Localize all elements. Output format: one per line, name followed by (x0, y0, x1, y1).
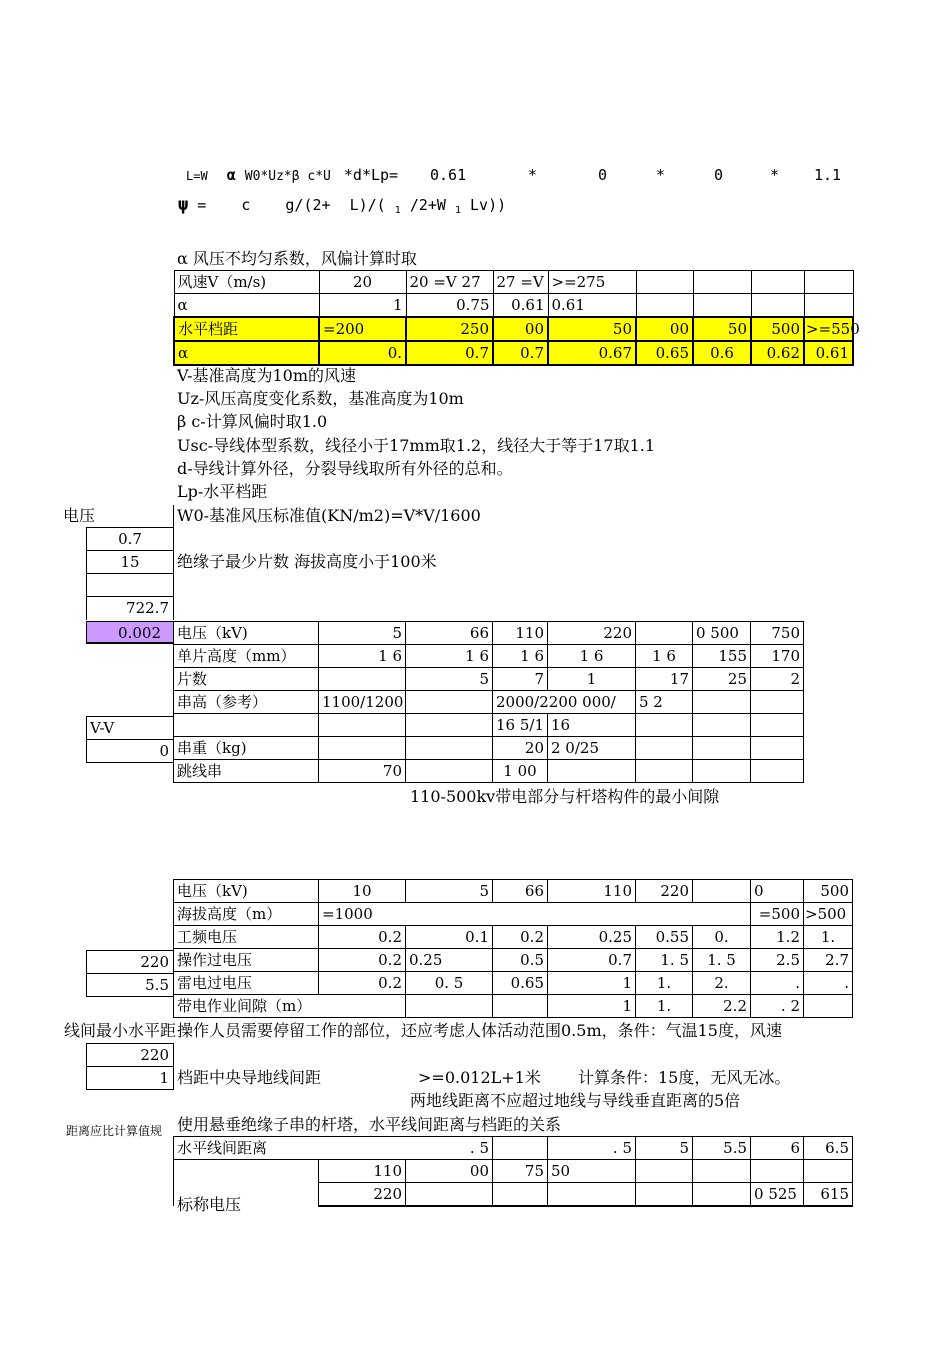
cell: 海拔高度（m） (174, 903, 319, 926)
cell: 220 (548, 622, 636, 645)
note-lp: Lp-水平档距 (177, 482, 268, 501)
cell: 操作过电压 (174, 949, 319, 972)
cell: 1 00 (493, 760, 548, 783)
cell: 1 (548, 668, 636, 691)
cell: 500 (751, 317, 804, 341)
cell: 0.61 (548, 294, 636, 318)
cell: 电压（kV) (174, 622, 319, 645)
cell: 20 =V 27 (406, 271, 493, 294)
cell (636, 294, 693, 318)
cell (636, 1183, 693, 1207)
alpha-row-alpha2 (174, 341, 853, 365)
voltage-label: 电压 (63, 506, 96, 525)
cell: 170 (751, 645, 804, 668)
cell (636, 622, 693, 645)
cell: 0.6 (693, 341, 751, 365)
cell (636, 737, 693, 760)
cell (493, 995, 548, 1018)
left-value-v2: 15 (120, 553, 140, 571)
cell (636, 903, 693, 926)
cell (548, 903, 636, 926)
cell: 16 (548, 714, 636, 737)
cell: 2000/2200 000/ (493, 691, 636, 714)
alpha-row-windspeed (174, 271, 853, 294)
left-value-v5: 0.002 (118, 624, 161, 642)
cell: 风速V（m/s) (174, 271, 319, 294)
cell: 1. (636, 972, 693, 995)
cell: 5 2 (636, 691, 693, 714)
formula-lv: Lv)) (470, 196, 507, 214)
cell (406, 691, 493, 714)
formula-eq: = (197, 196, 207, 214)
cell: 0.67 (548, 341, 636, 365)
cell (319, 737, 406, 760)
cell: 0.2 (319, 972, 406, 995)
cell (751, 737, 804, 760)
clearance-table (173, 879, 853, 1018)
formula-value-1: 0.61 (430, 166, 467, 184)
ins-row-voltage (174, 622, 804, 645)
cell: 2.5 (751, 949, 804, 972)
formula-value-4: 1.1 (814, 166, 842, 184)
cell: 6.5 (804, 1137, 853, 1160)
cell: . 5 (406, 1137, 493, 1160)
ground-line-cond: 计算条件：15度，无风无冰。 (578, 1068, 791, 1087)
cell: α (174, 341, 319, 365)
span-row-110 (174, 1160, 853, 1183)
cell (804, 1160, 853, 1183)
cell: 0.7 (548, 949, 636, 972)
cell: 5 (636, 1137, 693, 1160)
left-cell-v5[interactable] (86, 621, 174, 644)
cell: 220 (319, 1183, 406, 1207)
cell (693, 760, 751, 783)
cell: 片数 (174, 668, 319, 691)
note-beta: β c-计算风偏时取1.0 (177, 412, 328, 431)
cell: 0.5 (493, 949, 548, 972)
cell: 1 6 (406, 645, 493, 668)
cell: 水平档距 (174, 317, 319, 341)
cell: 1 (548, 972, 636, 995)
cell: . (751, 972, 804, 995)
cell: 1 6 (548, 645, 636, 668)
cell: 27 =V (493, 271, 548, 294)
cell (319, 714, 406, 737)
cell: . 5 (548, 1137, 636, 1160)
cell: 0.25 (548, 926, 636, 949)
left-cell-vv (86, 716, 174, 740)
cell: =500 (751, 903, 804, 926)
cell: 110 (493, 622, 548, 645)
cell (751, 294, 804, 318)
cell: 跳线串 (174, 760, 319, 783)
cell: 25 (693, 668, 751, 691)
note-usc: Usc-导线体型系数，线径小于17mm取1.2，线径大于等于17取1.1 (177, 436, 656, 455)
span-table (173, 1136, 853, 1207)
cell: >=275 (548, 271, 636, 294)
cell: 0. (319, 341, 406, 365)
cell: 0.75 (406, 294, 493, 318)
left-value-gl-220: 220 (140, 1046, 169, 1064)
left-cell-v1 (86, 528, 174, 551)
left-cell-v2 (86, 551, 174, 574)
cell (693, 271, 751, 294)
cell: 2 0/25 (548, 737, 636, 760)
cell: 1. (636, 995, 693, 1018)
cell (693, 903, 751, 926)
cell (493, 1183, 548, 1207)
cell (693, 294, 751, 318)
clearance-title: 110-500kv带电部分与杆塔构件的最小间隙 (410, 787, 720, 806)
formula-g: g/(2+ (285, 196, 331, 214)
cell (804, 294, 853, 318)
cell: 2.7 (804, 949, 853, 972)
formula-value-3: 0 (714, 166, 724, 184)
cell (406, 1183, 493, 1207)
clr-row-livework (174, 995, 853, 1018)
left-cell-220 (86, 950, 174, 974)
formula-d: *d*Lp= (343, 166, 399, 184)
cell: 0.2 (319, 949, 406, 972)
ins-row-vv (174, 714, 804, 737)
cell: 0.62 (751, 341, 804, 365)
left-value-v4: 722.7 (126, 599, 169, 617)
cell (406, 760, 493, 783)
cell: 串高（参考） (174, 691, 319, 714)
cell (693, 880, 751, 903)
cell (804, 271, 853, 294)
cell: 16 5/1 (493, 714, 548, 737)
cell: 7 (493, 668, 548, 691)
formula-line-2 (178, 197, 506, 216)
alpha-row-alpha (174, 294, 853, 318)
alpha-table (173, 270, 860, 366)
cell (174, 714, 319, 737)
cell: 1 6 (319, 645, 406, 668)
left-cell-gl-1 (86, 1067, 174, 1090)
cell: 单片高度（mm） (174, 645, 319, 668)
formula-mul-2: * (656, 166, 666, 184)
cell: 1 6 (636, 645, 693, 668)
cell (493, 903, 548, 926)
cell: 20 (319, 271, 406, 294)
cell (406, 737, 493, 760)
cell: . 2 (751, 995, 804, 1018)
cell: 0.25 (406, 949, 493, 972)
alpha-title: α 风压不均匀系数，风偏计算时取 (177, 249, 417, 268)
insulator-note: 绝缘子最少片数 海拔高度小于100米 (177, 552, 437, 571)
cell (693, 1183, 751, 1207)
formula-sub1: 1 (394, 205, 401, 216)
cell: 20 (493, 737, 548, 760)
span-title: 使用悬垂绝缘子串的杆塔，水平线间距离与档距的关系 (177, 1115, 562, 1134)
left-value-5-5: 5.5 (145, 976, 169, 994)
formula-lhs: L=W (186, 169, 208, 183)
cell: 5 (319, 622, 406, 645)
cell: 2.2 (693, 995, 751, 1018)
cell: 水平线间距离 (174, 1137, 406, 1160)
cell: =1000 (319, 903, 406, 926)
note-d: d-导线计算外径，分裂导线取所有外径的总和。 (177, 459, 513, 478)
cell (636, 714, 693, 737)
cell (636, 760, 693, 783)
cell: 155 (693, 645, 751, 668)
alpha-symbol: α (226, 166, 236, 184)
cell: α (174, 294, 319, 318)
cell: 50 (548, 317, 636, 341)
cell (693, 1160, 751, 1183)
clr-row-voltage (174, 880, 853, 903)
cell (548, 760, 636, 783)
cell (636, 1160, 693, 1183)
cell (751, 760, 804, 783)
formula-w: /2+W (409, 196, 446, 214)
ratio-label: 距离应比计算值规 (66, 1124, 163, 1138)
operator-note: 操作人员需要停留工作的部位，还应考虑人体活动范围0.5m，条件：气温15度，风速 (177, 1021, 782, 1040)
cell: 66 (406, 622, 493, 645)
insulator-table (173, 621, 804, 783)
cell: . (804, 972, 853, 995)
left-cell-v3 (86, 574, 174, 597)
cell: 工频电压 (174, 926, 319, 949)
cell (174, 1160, 319, 1183)
cell: 00 (636, 317, 693, 341)
cell: =200 (319, 317, 406, 341)
left-value-gl-1: 1 (159, 1069, 169, 1087)
note-w0: W0-基准风压标准值(KN/m2)=V*V/1600 (177, 506, 481, 525)
cell: 500 (804, 880, 853, 903)
cell: 0.1 (406, 926, 493, 949)
left-cell-zero (86, 740, 174, 763)
left-value-v1: 0.7 (118, 530, 142, 548)
cell: 17 (636, 668, 693, 691)
min-spacing-label: 线间最小水平距 (64, 1021, 177, 1040)
cell: 1100/1200 (319, 691, 406, 714)
cell: 1. 5 (693, 949, 751, 972)
cell: 50 (693, 317, 751, 341)
span-row-220 (174, 1183, 853, 1207)
cell: 0.65 (636, 341, 693, 365)
cell: 0.61 (804, 341, 853, 365)
span-row-header (174, 1137, 853, 1160)
cell: 10 (319, 880, 406, 903)
cell: 00 (493, 317, 548, 341)
ins-row-count (174, 668, 804, 691)
cell: >=550 (804, 317, 853, 341)
formula-value-2: 0 (598, 166, 608, 184)
cell: 0.7 (493, 341, 548, 365)
left-value-zero: 0 (159, 742, 169, 760)
cell (406, 903, 493, 926)
cell: 1.2 (751, 926, 804, 949)
cell: 6 (751, 1137, 804, 1160)
formula-l: L)/( (349, 196, 386, 214)
cell: 70 (319, 760, 406, 783)
left-value-vv: V-V (90, 719, 115, 737)
alpha-row-span (174, 317, 853, 341)
cell (751, 691, 804, 714)
cell (636, 271, 693, 294)
ins-row-jumper (174, 760, 804, 783)
cell: 电压（kV) (174, 880, 319, 903)
cell: 110 (548, 880, 636, 903)
ground-line-value: >=0.012L+1米 (418, 1068, 541, 1087)
clr-row-power (174, 926, 853, 949)
formula-c: c (241, 196, 251, 214)
cell: 串重（kg) (174, 737, 319, 760)
cell: 1. 5 (636, 949, 693, 972)
cell: 66 (493, 880, 548, 903)
ground-line-label: 档距中央导地线间距 (177, 1068, 322, 1087)
formula-line-1 (186, 168, 398, 183)
cell (319, 668, 406, 691)
cell: 0.61 (493, 294, 548, 318)
cell (693, 691, 751, 714)
cell (693, 714, 751, 737)
formula-mul-1: * (528, 166, 538, 184)
cell: 615 (804, 1183, 853, 1207)
cell: 5 (406, 668, 493, 691)
cell: 0.7 (406, 341, 493, 365)
cell: 带电作业间隙（m） (174, 995, 406, 1018)
cell (548, 1183, 636, 1207)
clr-row-switching (174, 949, 853, 972)
cell: 0.55 (636, 926, 693, 949)
cell: 75 (493, 1160, 548, 1183)
formula-sub2: 1 (454, 205, 461, 216)
note-uz: Uz-风压高度变化系数，基准高度为10m (177, 389, 464, 408)
cell (804, 995, 853, 1018)
left-cell-v4 (86, 597, 174, 620)
cell: 0.65 (493, 972, 548, 995)
clr-row-lightning (174, 972, 853, 995)
cell (693, 737, 751, 760)
cell: 2. (693, 972, 751, 995)
cell: 0. 5 (406, 972, 493, 995)
cell (406, 714, 493, 737)
cell (751, 1160, 804, 1183)
cell (751, 714, 804, 737)
cell (406, 995, 493, 1018)
cell: 1 (548, 995, 636, 1018)
cell: 00 (406, 1160, 493, 1183)
psi-symbol: ψ (178, 195, 189, 215)
cell: 0.2 (493, 926, 548, 949)
clr-row-altitude (174, 903, 853, 926)
left-cell-border-1 (86, 505, 174, 528)
ins-row-weight (174, 737, 804, 760)
note-v: V-基准高度为10m的风速 (177, 366, 357, 385)
cell: >500 (804, 903, 853, 926)
ins-row-height (174, 645, 804, 668)
cell: 0 500 (693, 622, 751, 645)
formula-mul-3: * (770, 166, 780, 184)
cell (493, 1137, 548, 1160)
left-cell-gl-220 (86, 1043, 174, 1067)
cell: 0. (693, 926, 751, 949)
cell: 2 (751, 668, 804, 691)
cell: 雷电过电压 (174, 972, 319, 995)
ins-row-string (174, 691, 804, 714)
cell: 110 (319, 1160, 406, 1183)
cell: 1 (319, 294, 406, 318)
ground-line-note: 两地线距离不应超过地线与导线垂直距离的5倍 (410, 1091, 741, 1110)
left-value-220: 220 (140, 953, 169, 971)
cell: 750 (751, 622, 804, 645)
cell (751, 271, 804, 294)
cell: 5.5 (693, 1137, 751, 1160)
cell: 50 (548, 1160, 636, 1183)
cell: 1. (804, 926, 853, 949)
cell: 0 525 (751, 1183, 804, 1207)
cell: 220 (636, 880, 693, 903)
left-cell-5-5 (86, 974, 174, 997)
formula-expr: W0*Uz*β c*U (244, 169, 331, 184)
cell: 250 (406, 317, 493, 341)
span-side-label: 标称电压 (177, 1195, 242, 1214)
cell: 5 (406, 880, 493, 903)
cell: 0.2 (319, 926, 406, 949)
cell: 1 6 (493, 645, 548, 668)
cell: 0 (751, 880, 804, 903)
